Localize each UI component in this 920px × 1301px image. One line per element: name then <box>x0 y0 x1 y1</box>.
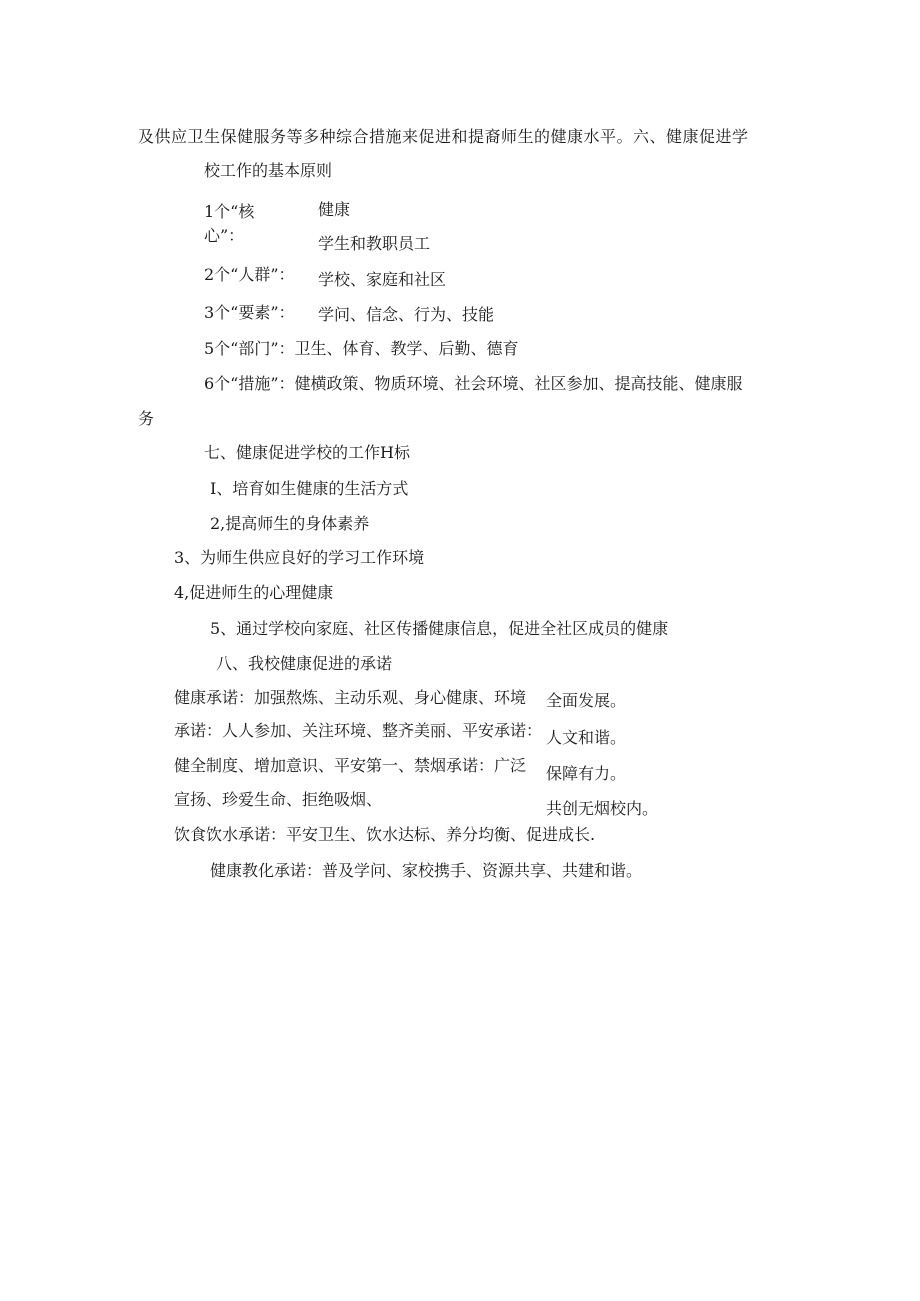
goal-item: 4,促进师生的心理健康 <box>174 583 334 602</box>
commitment-left-line: 承诺：人人参加、关注环境、整齐美丽、平安承诺： <box>174 721 543 740</box>
core-label-line-1: 1个“核 <box>204 202 255 221</box>
commitment-right-line: 保障有力。 <box>546 764 627 783</box>
core-value: 健康 <box>318 200 351 219</box>
commitment-right-line: 人文和谐。 <box>546 728 627 747</box>
intro-line-2: 校工作的基本原则 <box>204 161 333 180</box>
goal-item: 5、通过学校向家庭、社区传播健康信息，促进全社区成员的健康 <box>210 619 669 638</box>
goal-item: 2,提高师生的身体素养 <box>210 514 370 533</box>
education-commitment-line: 健康教化承诺：普及学问、家校携手、资源共享、共建和谐。 <box>210 861 643 880</box>
commitment-right-line: 共创无烟校内。 <box>546 799 659 818</box>
measures-line-1: 6个“措施”：健横政策、物质环境、社会环境、社区参加、提高技能、健康服 <box>204 374 743 393</box>
crowd-value-2: 学校、家庭和社区 <box>318 270 447 289</box>
departments-line: 5个“部门”：卫生、体育、教学、后勤、德育 <box>204 339 519 358</box>
commitment-right-line: 全面发展。 <box>546 691 627 710</box>
intro-line-1: 及供应卫生保健服务等多种综合措施来促进和提裔师生的健康水平。六、健康促进学 <box>138 127 749 146</box>
commitment-left-line: 健康承诺：加强熬炼、主动乐观、身心健康、环境 <box>174 688 527 707</box>
goal-item: 3、为师生供应良好的学习工作环境 <box>174 548 425 567</box>
diet-commitment-line: 饮食饮水承诺：平安卫生、饮水达标、养分均衡、促进成长. <box>174 825 596 844</box>
crowd-value: 学生和教职员工 <box>318 234 431 253</box>
section-7-heading: 七、健康促进学校的工作H标 <box>204 443 410 462</box>
crowd-label: 2个“人群”： <box>204 265 295 284</box>
elements-label: 3个“要素”： <box>204 303 295 322</box>
core-label-line-2: 心”： <box>204 226 245 245</box>
measures-line-2: 务 <box>138 409 155 428</box>
commitment-left-line: 健全制度、增加意识、平安第一、禁烟承诺：广泛 <box>174 756 527 775</box>
elements-value: 学问、信念、行为、技能 <box>318 305 495 324</box>
section-8-heading: 八、我校健康促进的承诺 <box>216 654 393 673</box>
goal-item: I、培育如生健康的生活方式 <box>210 479 409 498</box>
commitment-left-line: 宣扬、珍爱生命、拒绝吸烟、 <box>174 790 383 809</box>
